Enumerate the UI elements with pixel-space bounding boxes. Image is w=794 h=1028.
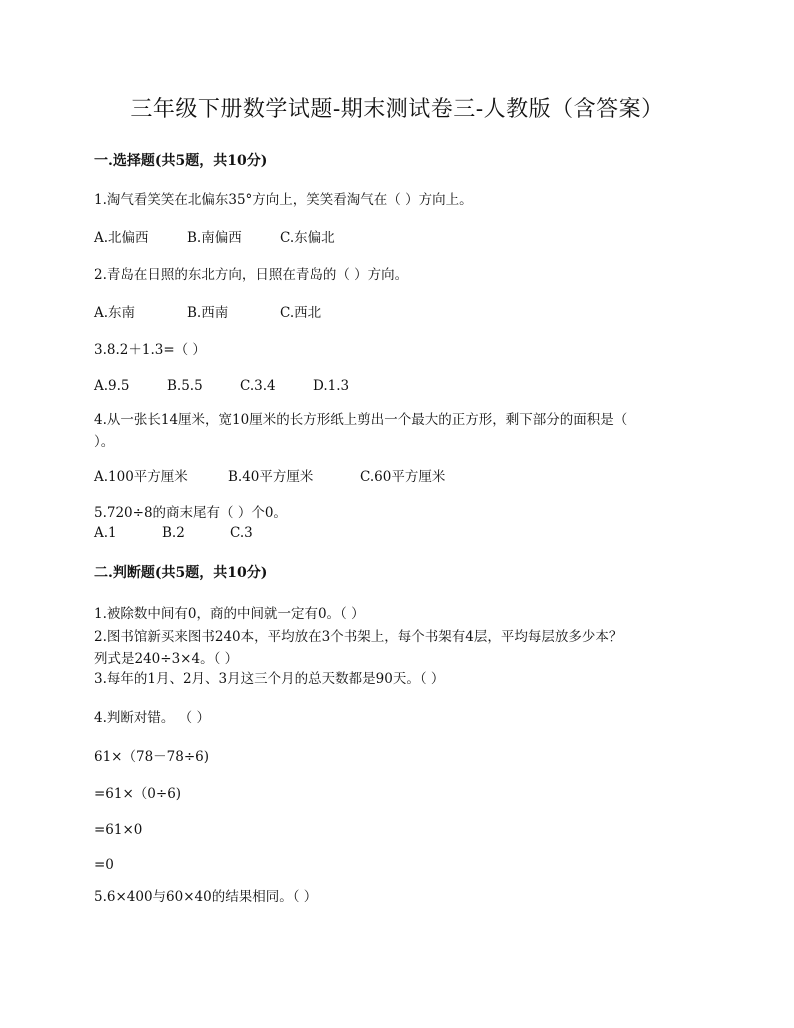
option-b: B.南偏西 [187, 230, 242, 246]
judge-question-3: 3.每年的1月、2月、3月这三个月的总天数都是90天。（ ） [94, 671, 445, 687]
option-b: B.2 [162, 525, 185, 541]
calc-step-1: 61×（78－78÷6) [94, 749, 210, 765]
option-c: C.3 [230, 525, 253, 541]
judge-question-4-stem: 4.判断对错。 （ ） [94, 710, 210, 726]
calc-step-3: =61×0 [94, 822, 143, 838]
question-3-options [94, 376, 349, 396]
judge-question-2-line1: 2.图书馆新买来图书240本，平均放在3个书架上，每个书架有4层，平均每层放多少本？ [94, 629, 623, 645]
option-a: A.东南 [94, 305, 136, 321]
calc-step-4: =0 [94, 857, 114, 873]
calc-step-2: =61×（0÷6) [94, 786, 182, 802]
question-2-stem: 2.青岛在日照的东北方向，日照在青岛的（ ）方向。 [94, 267, 409, 283]
question-1-stem: 1.淘气看笑笑在北偏东35°方向上，笑笑看淘气在（ ）方向上。 [94, 192, 473, 208]
section-heading-judge: 二.判断题(共5题，共10分) [94, 565, 268, 581]
question-3-stem: 3.8.2＋1.3=（ ） [94, 342, 206, 358]
page-title: 三年级下册数学试题-期末测试卷三-人教版（含答案） [130, 97, 664, 122]
option-a: A.1 [94, 525, 117, 541]
question-4-options [94, 467, 445, 487]
judge-question-1: 1.被除数中间有0，商的中间就一定有0。（ ） [94, 606, 365, 622]
option-c: C.60平方厘米 [360, 469, 446, 485]
option-a: A.100平方厘米 [94, 469, 188, 485]
question-2-options [94, 303, 321, 323]
question-4-stem-line2: ）。 [94, 434, 115, 450]
option-c: C.西北 [280, 305, 322, 321]
option-b: B.5.5 [167, 378, 203, 394]
question-4-stem-line1: 4.从一张长14厘米，宽10厘米的长方形纸上剪出一个最大的正方形，剩下部分的面积是（ [94, 412, 628, 428]
judge-question-5: 5.6×400与60×40的结果相同。（ ） [94, 889, 318, 905]
question-5-stem: 5.720÷8的商末尾有（ ）个0。 [94, 505, 287, 521]
section-heading-choice: 一.选择题(共5题，共10分) [94, 153, 268, 169]
option-a: A.9.5 [94, 378, 130, 394]
option-b: B.西南 [187, 305, 229, 321]
option-c: C.3.4 [240, 378, 276, 394]
question-5-options [94, 523, 253, 543]
question-1-options [94, 228, 335, 248]
judge-question-2-line2: 列式是240÷3×4。（ ） [94, 651, 239, 667]
option-c: C.东偏北 [280, 230, 335, 246]
option-d: D.1.3 [313, 378, 350, 394]
option-b: B.40平方厘米 [228, 469, 314, 485]
option-a: A.北偏西 [94, 230, 149, 246]
